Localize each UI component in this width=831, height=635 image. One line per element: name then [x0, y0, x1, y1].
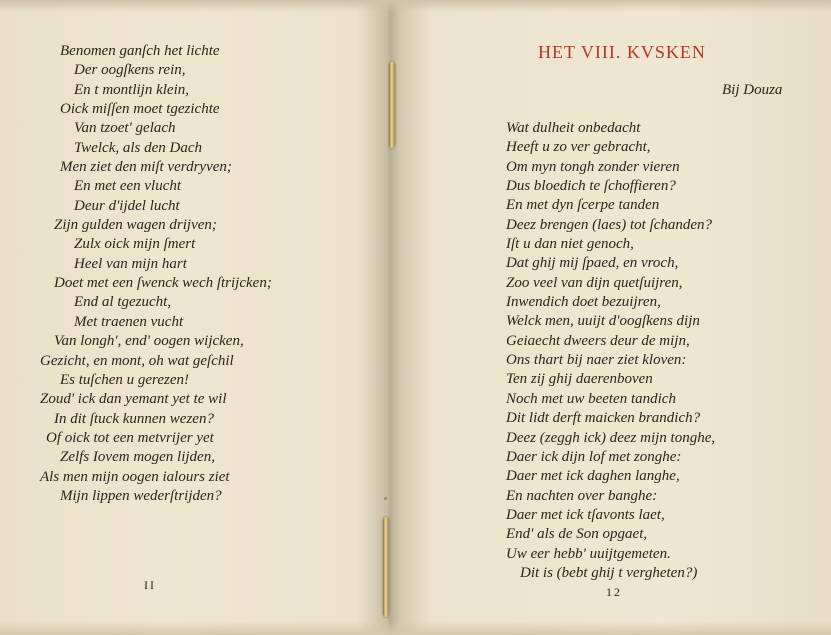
poem-line: Geiaecht dweers deur de mijn, — [506, 332, 690, 349]
poem-line: Van longh', end' oogen wijcken, — [54, 333, 244, 350]
poem-line: Es tuſchen u gerezen! — [60, 371, 189, 388]
poem-line: Zijn gulden wagen drijven; — [54, 217, 217, 234]
left-poem — [40, 42, 272, 506]
poem-line: Uw eer hebb' uuijtgemeten. — [506, 545, 671, 562]
poem-line: Iſt u dan niet genoch, — [506, 236, 634, 253]
poem-line: Zoud' ick dan yemant yet te wil — [40, 391, 227, 408]
poem-line: En met een vlucht — [74, 178, 182, 195]
poem-dedication: Bij Douza — [722, 82, 783, 98]
poem-line: Daer ick dijn lof met zonghe: — [506, 448, 682, 465]
poem-line: End' als de Son opgaet, — [506, 526, 648, 543]
poem-line: Noch met uw beeten tandich — [506, 390, 676, 407]
poem-line: Zelfs Iovem mogen lijden, — [60, 449, 215, 466]
left-page-number: II — [144, 578, 156, 592]
poem-line: En nachten over banghe: — [506, 487, 658, 504]
poem-line: End al tgezucht, — [74, 294, 172, 311]
poem-line: Mijn lippen wederſtrijden? — [60, 487, 222, 504]
poem-line: Om myn tongh zonder vieren — [506, 158, 680, 175]
poem-line: Deez (zeggh ick) deez mijn tonghe, — [506, 429, 716, 446]
poem-line: Als men mijn oogen ialours ziet — [40, 468, 230, 485]
poem-line: Twelck, als den Dach — [74, 139, 203, 156]
right-page — [392, 0, 831, 635]
poem-line: In dit ſtuck kunnen wezen? — [54, 410, 214, 427]
poem-line: Men ziet den miſt verdryven; — [60, 159, 232, 176]
right-poem — [506, 119, 715, 583]
poem-line: Ons thart bij naer ziet kloven: — [506, 352, 687, 369]
poem-line: Welck men, uuijt d'oogſkens dijn — [506, 313, 700, 330]
poem-line: Dit lidt derft maicken brandich? — [506, 410, 701, 427]
poem-line: Of oick tot een metvrijer yet — [46, 429, 214, 446]
poem-line: Heel van mijn hart — [74, 255, 187, 272]
poem-line: Deur d'ijdel lucht — [74, 197, 180, 214]
poem-line: En met dyn ſcerpe tanden — [506, 197, 660, 214]
binding-speck — [384, 497, 387, 500]
poem-line: En t montlijn klein, — [74, 81, 189, 98]
poem-line: Zulx oick mijn ſmert — [74, 236, 196, 253]
poem-line: Inwendich doet bezuijren, — [506, 294, 661, 311]
poem-line: Der oogſkens rein, — [74, 62, 186, 79]
poem-line: Gezicht, en mont, oh wat geſchil — [40, 352, 234, 369]
poem-line: Deez brengen (laes) tot ſchanden? — [506, 216, 713, 233]
poem-line: Ten zij ghij daerenboven — [506, 371, 653, 388]
poem-line: Zoo veel van dijn quetſuijren, — [506, 274, 683, 291]
right-page-number: 12 — [606, 585, 622, 599]
poem-line: Van tzoet' gelach — [74, 120, 176, 137]
poem-line: Heeft u zo ver gebracht, — [506, 139, 651, 156]
poem-line: Dus bloedich te ſchoffieren? — [506, 178, 676, 195]
binding-thread-bottom — [383, 517, 389, 617]
poem-line: Met traenen vucht — [74, 313, 184, 330]
poem-line: Dit is (bebt ghij t vergheten?) — [520, 564, 698, 581]
poem-line: Daer met ick tſavonts laet, — [506, 506, 665, 523]
poem-line: Doet met een ſwenck wech ſtrijcken; — [54, 275, 272, 292]
poem-line: Daer met ick daghen langhe, — [506, 468, 680, 485]
poem-line: Oick miſſen moet tgezichte — [60, 101, 220, 118]
poem-title: HET VIII. KVSKEN — [538, 42, 706, 62]
poem-line: Dat ghij mij ſpaed, en vroch, — [506, 255, 679, 272]
poem-line: Wat dulheit onbedacht — [506, 120, 641, 136]
poem-line: Benomen ganſch het lichte — [60, 43, 220, 59]
left-page — [0, 0, 385, 635]
